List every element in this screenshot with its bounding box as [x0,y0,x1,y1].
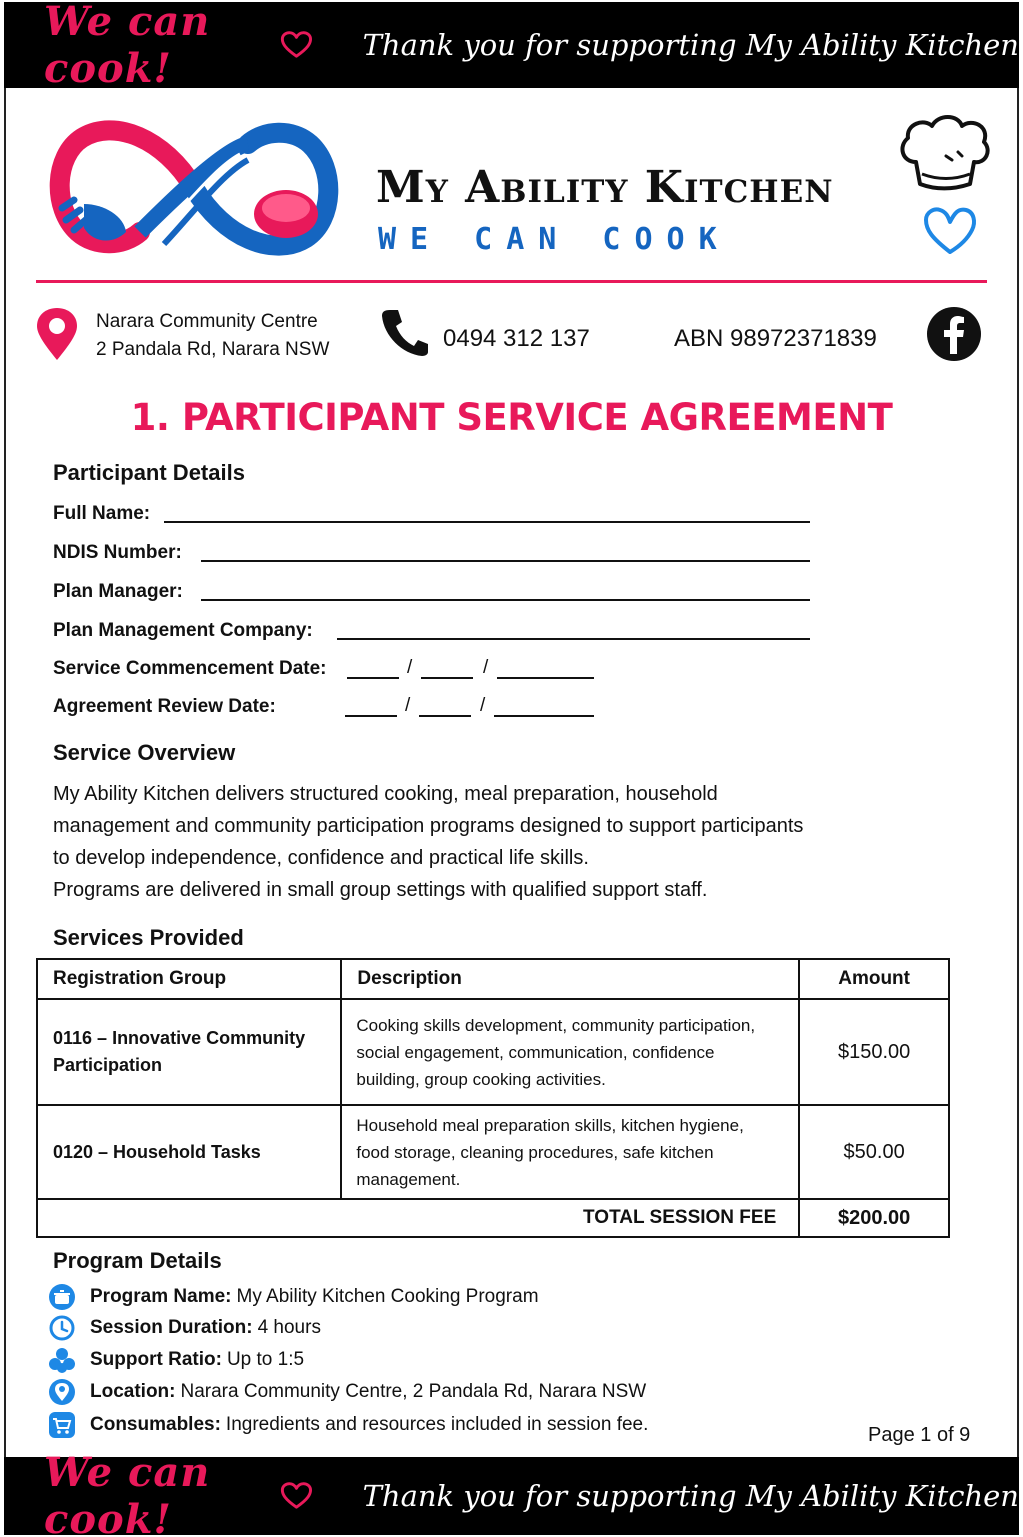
phone-number: 0494 312 137 [443,325,590,352]
brand-name: My Ability Kitchen [376,162,834,213]
table-header-row [37,959,949,999]
overview-line: to develop independence, confidence and practical life skills. [53,847,589,869]
infinity-logo-icon [44,108,344,268]
program-item-label: Support Ratio: [90,1349,222,1370]
date-separator: / [407,657,413,678]
full-name-label: Full Name: [53,503,151,524]
page-title: 1. PARTICIPANT SERVICE AGREEMENT [130,396,893,439]
registration-group-text: 0120 – Household Tasks [53,1141,261,1162]
review-month-field[interactable] [419,715,471,717]
program-item [48,1283,539,1311]
description-text: social engagement, communication, confidence [356,1042,715,1062]
description-text: management. [356,1169,461,1189]
full-name-field[interactable] [164,521,810,523]
banner-slogan: We can cook! [44,1449,211,1537]
heart-outline-icon [922,204,978,258]
review-year-field[interactable] [494,715,594,717]
address-line-2: 2 Pandala Rd, Narara NSW [96,339,330,360]
column-header: Amount [799,959,949,999]
program-heading: Program Details [53,1248,222,1273]
table-row [37,1105,949,1199]
plan-company-field[interactable] [337,638,810,640]
banner-slogan: We can cook! [44,0,211,92]
program-item [48,1411,648,1439]
phone-icon [380,306,430,356]
chef-hat-icon [896,112,992,192]
commencement-month-field[interactable] [421,677,473,679]
description-text: building, group cooking activities. [356,1069,606,1089]
amount-cell: $50.00 [799,1105,949,1199]
plan-manager-field[interactable] [201,599,810,601]
date-separator: / [480,695,486,716]
location-icon [48,1378,76,1406]
overview-line: Programs are delivered in small group settings with qualified support staff. [53,879,708,901]
heart-icon [280,20,313,70]
registration-group-text: 0116 – Innovative Community [53,1028,306,1048]
total-value: $200.00 [799,1199,949,1237]
facebook-icon[interactable] [926,306,982,362]
address-line-1: Narara Community Centre [96,311,318,332]
commencement-label: Service Commencement Date: [53,658,327,679]
program-item-label: Program Name: [90,1286,232,1307]
clock-icon [48,1314,76,1342]
cart-icon [48,1411,76,1439]
description-cell [341,1105,799,1199]
overview-line: My Ability Kitchen delivers structured cooking, meal preparation, household [53,783,718,805]
description-text: food storage, cleaning procedures, safe kitchen [356,1142,714,1162]
program-item-value: 4 hours [257,1317,321,1338]
participant-heading: Participant Details [53,460,245,485]
program-item [48,1346,304,1374]
date-separator: / [483,657,489,678]
banner-thanks: Thank you for supporting My Ability Kitchen [362,1479,1019,1513]
program-item-value: Narara Community Centre, 2 Pandala Rd, Narara NSW [180,1381,647,1402]
program-item-label: Location: [90,1381,176,1402]
bottom-banner [4,1449,1019,1537]
program-item [48,1314,321,1342]
column-header: Description [341,959,799,999]
cooking-pot-icon [48,1283,76,1311]
registration-group-cell [37,999,341,1105]
review-label: Agreement Review Date: [53,696,276,717]
program-item-label: Session Duration: [90,1317,253,1338]
services-table [36,958,950,1238]
registration-group-cell [37,1105,341,1199]
program-item [48,1378,646,1406]
services-heading: Services Provided [53,925,244,950]
description-text: Household meal preparation skills, kitchen hygiene, [356,1115,744,1135]
ndis-field[interactable] [201,560,810,562]
plan-manager-label: Plan Manager: [53,581,183,602]
plan-company-label: Plan Management Company: [53,620,313,641]
total-row [37,1199,949,1237]
top-banner [4,0,1019,92]
commencement-year-field[interactable] [497,677,594,679]
overview-heading: Service Overview [53,740,236,765]
abn: ABN 98972371839 [674,325,877,352]
group-icon [48,1346,76,1374]
program-item-value: My Ability Kitchen Cooking Program [236,1286,539,1307]
header-divider [36,280,987,283]
page-number: Page 1 of 9 [868,1424,971,1446]
brand-tagline: WE CAN COOK [378,222,731,257]
registration-group-text: Participation [53,1055,163,1075]
table-row [37,999,949,1105]
review-day-field[interactable] [345,715,397,717]
date-separator: / [405,695,411,716]
overview-line: management and community participation programs designed to support participants [53,815,804,837]
banner-thanks: Thank you for supporting My Ability Kitchen [362,28,1019,62]
amount-cell: $150.00 [799,999,949,1105]
description-text: Cooking skills development, community participation, [356,1015,756,1035]
ndis-label: NDIS Number: [53,542,182,563]
overview-text [53,778,913,906]
address [96,308,329,364]
heart-icon [280,1471,313,1521]
column-header: Registration Group [37,959,341,999]
description-cell [341,999,799,1105]
program-item-label: Consumables: [90,1414,221,1435]
program-item-value: Up to 1:5 [226,1349,305,1370]
program-item-value: Ingredients and resources included in session fee. [225,1414,649,1435]
total-label: TOTAL SESSION FEE [37,1199,799,1237]
location-pin-icon [34,306,80,362]
commencement-day-field[interactable] [347,677,399,679]
